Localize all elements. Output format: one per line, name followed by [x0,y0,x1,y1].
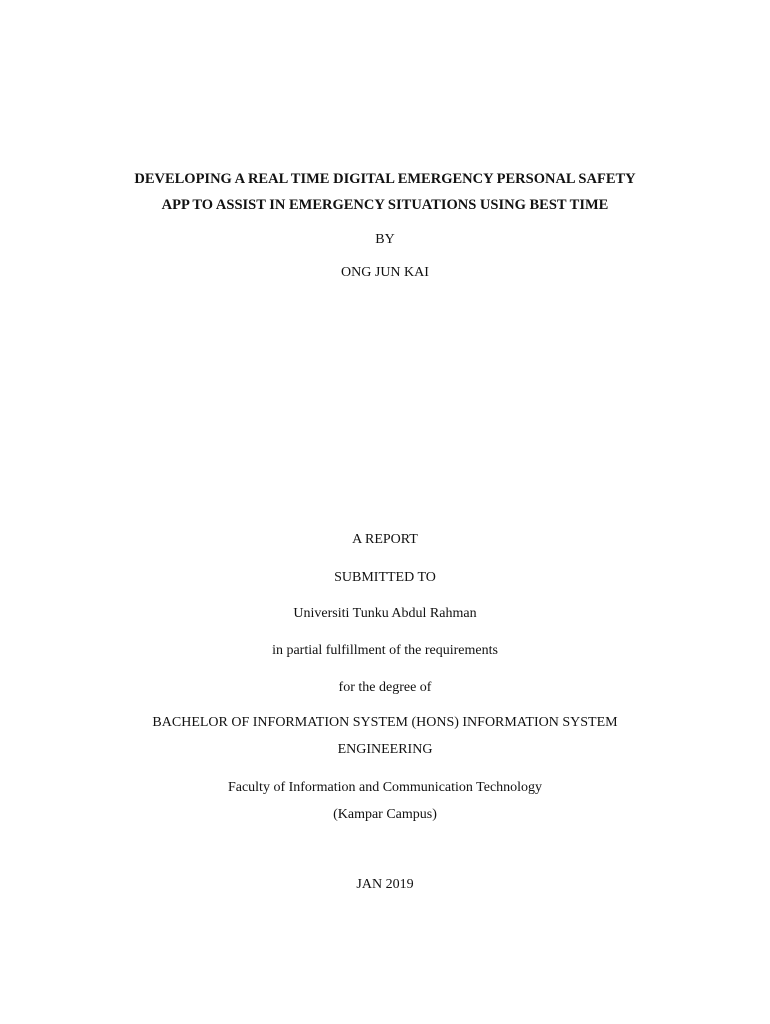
fulfillment-text: in partial fulfillment of the requirements [272,643,498,658]
degree-intro: for the degree of [338,680,432,695]
faculty-name: Faculty of Information and Communication Technology [227,780,543,795]
degree-name-line-1: BACHELOR OF INFORMATION SYSTEM (HONS) INFORMATION SYSTEM [152,715,618,730]
submitted-to-label: SUBMITTED TO [334,570,436,585]
campus-name: (Kampar Campus) [333,807,437,822]
report-title-line-1: DEVELOPING A REAL TIME DIGITAL EMERGENCY PERSONAL SAFETY [134,171,636,187]
submission-date: JAN 2019 [356,877,414,892]
report-label: A REPORT [352,532,418,547]
author-name: ONG JUN KAI [341,265,429,280]
by-label: BY [375,232,395,247]
report-title-line-2: APP TO ASSIST IN EMERGENCY SITUATIONS USING BEST TIME [161,197,609,213]
degree-name-line-2: ENGINEERING [337,742,433,757]
university-name: Universiti Tunku Abdul Rahman [293,606,477,621]
